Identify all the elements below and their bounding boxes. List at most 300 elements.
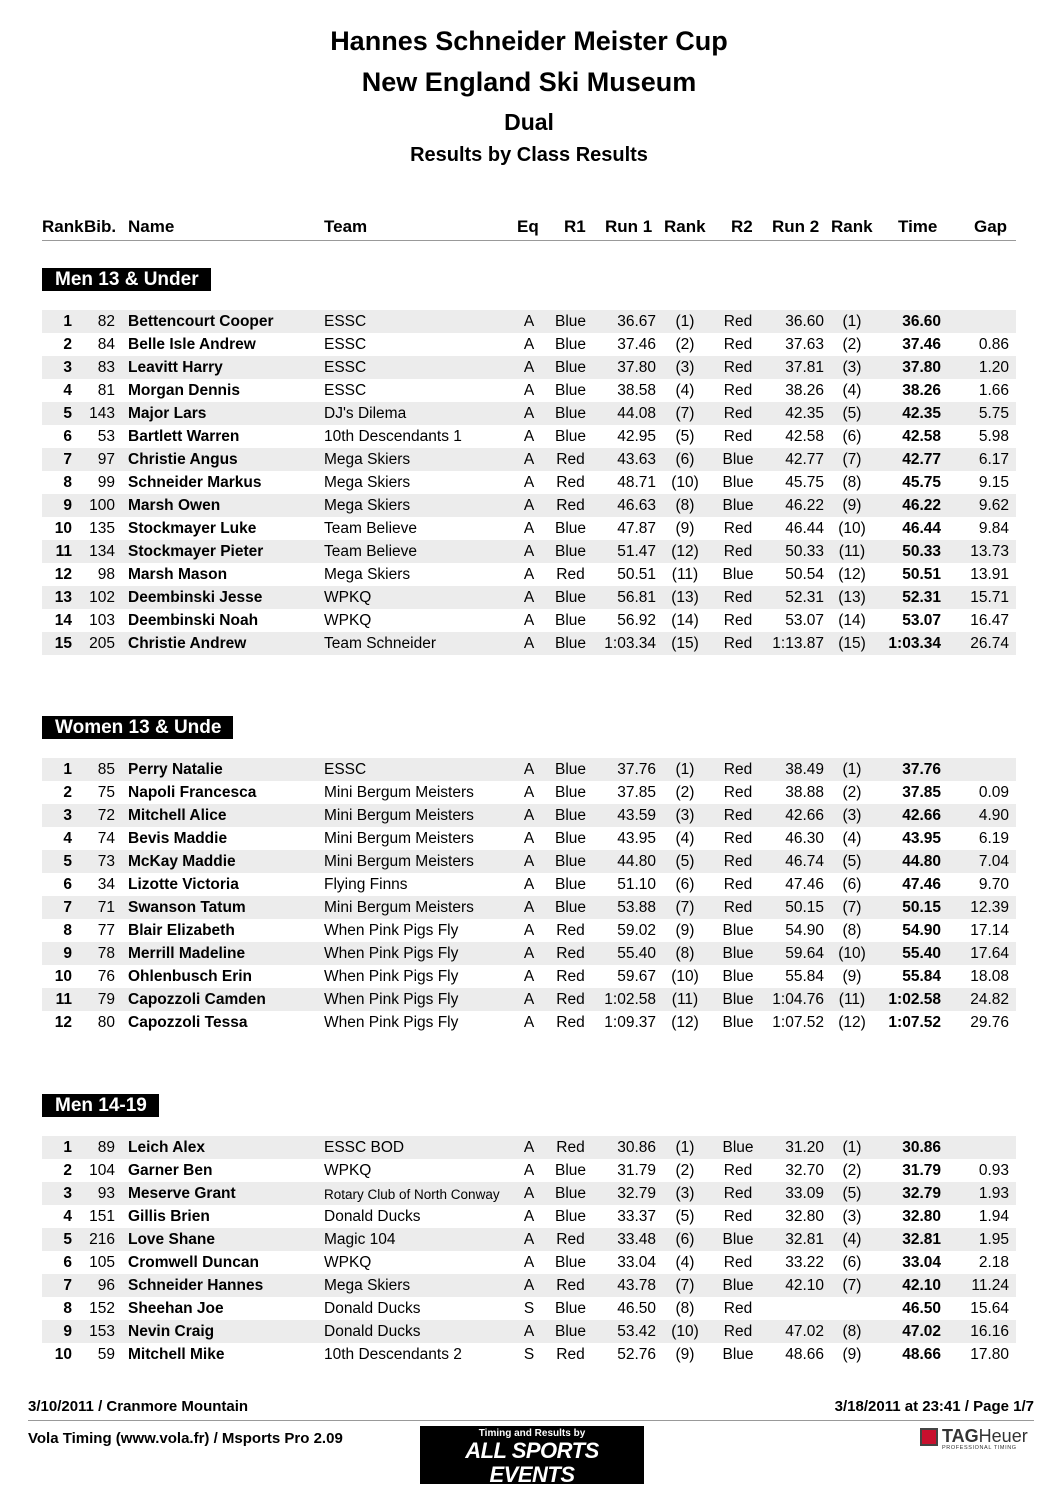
rank-cell: 5	[63, 853, 72, 870]
run2-rank-cell: (1)	[842, 761, 862, 778]
eq-cell: A	[523, 589, 535, 606]
run1-color-cell: Blue	[554, 382, 587, 399]
team-cell: WPKQ	[324, 1162, 372, 1179]
gap-cell: 26.74	[970, 635, 1009, 652]
eq-cell: A	[523, 876, 535, 893]
name-cell: Christie Angus	[128, 451, 238, 468]
run1-color-cell: Blue	[554, 807, 587, 824]
rank-cell: 15	[54, 635, 72, 652]
team-cell: Donald Ducks	[324, 1208, 421, 1225]
col-bib: Bib.	[84, 217, 117, 236]
run2-color-cell: Red	[723, 1162, 753, 1179]
total-time-cell: 55.40	[902, 945, 941, 962]
run2-color-cell: Blue	[722, 497, 754, 514]
run1-time-cell: 43.95	[617, 830, 656, 847]
table-row	[42, 1297, 1016, 1320]
eq-cell: A	[523, 359, 535, 376]
gap-cell: 0.09	[978, 784, 1009, 801]
eq-cell: A	[523, 968, 535, 985]
run2-rank-cell: (7)	[842, 1277, 862, 1294]
bib-cell: 96	[97, 1277, 115, 1294]
bib-cell: 143	[89, 405, 115, 422]
run2-rank-cell: (5)	[842, 405, 862, 422]
table-row	[42, 1159, 1016, 1182]
total-time-cell: 33.04	[902, 1254, 941, 1271]
eq-cell: A	[523, 612, 535, 629]
run1-color-cell: Red	[556, 922, 585, 939]
bib-cell: 79	[97, 991, 115, 1008]
total-time-cell: 48.66	[902, 1346, 941, 1363]
results-table	[42, 758, 1016, 1034]
run2-time-cell: 38.26	[785, 382, 824, 399]
run2-color-cell: Blue	[722, 968, 754, 985]
bib-cell: 76	[97, 968, 115, 985]
table-row	[42, 896, 1016, 919]
gap-cell: 2.18	[978, 1254, 1009, 1271]
run1-color-cell: Blue	[554, 635, 587, 652]
col-name: Name	[128, 217, 175, 236]
run1-time-cell: 52.76	[617, 1346, 656, 1363]
run1-time-cell: 37.85	[617, 784, 656, 801]
run2-time-cell: 59.64	[785, 945, 824, 962]
run1-time-cell: 55.40	[617, 945, 656, 962]
run2-time-cell: 46.44	[785, 520, 824, 537]
race-format: Dual	[504, 109, 554, 135]
total-time-cell: 38.26	[902, 382, 941, 399]
rank-cell: 8	[63, 474, 72, 491]
name-cell: Bevis Maddie	[128, 830, 228, 847]
total-time-cell: 46.50	[902, 1300, 941, 1317]
col-time: Time	[898, 217, 938, 236]
run1-time-cell: 37.80	[617, 359, 656, 376]
team-cell: Magic 104	[324, 1231, 396, 1248]
table-row	[42, 758, 1016, 781]
gap-cell: 4.90	[978, 807, 1009, 824]
run2-rank-cell: (5)	[842, 853, 862, 870]
run1-color-cell: Blue	[554, 313, 587, 330]
run1-color-cell: Blue	[554, 543, 587, 560]
class-title: Men 13 & Under	[42, 268, 211, 291]
run1-time-cell: 56.92	[617, 612, 656, 629]
run1-color-cell: Blue	[554, 1162, 587, 1179]
class-title: Men 14-19	[42, 1094, 159, 1117]
name-cell: McKay Maddie	[128, 853, 236, 870]
run2-rank-cell: (2)	[842, 1162, 862, 1179]
run2-color-cell: Blue	[722, 1014, 754, 1031]
name-cell: Lizotte Victoria	[128, 876, 239, 893]
bib-cell: 98	[97, 566, 115, 583]
run1-time-cell: 42.95	[617, 428, 656, 445]
run2-rank-cell: (8)	[842, 1323, 862, 1340]
table-row	[42, 310, 1016, 333]
bib-cell: 153	[89, 1323, 115, 1340]
table-row	[42, 873, 1016, 896]
run1-color-cell: Red	[556, 945, 585, 962]
run1-time-cell: 33.04	[617, 1254, 656, 1271]
run1-color-cell: Blue	[554, 784, 587, 801]
run1-time-cell: 31.79	[617, 1162, 656, 1179]
class-title: Women 13 & Unde	[42, 716, 233, 739]
run1-color-cell: Red	[556, 1139, 585, 1156]
rank-cell: 3	[63, 807, 72, 824]
run1-color-cell: Blue	[554, 1254, 587, 1271]
eq-cell: S	[523, 1346, 535, 1363]
gap-cell: 0.86	[978, 336, 1009, 353]
run2-color-cell: Red	[723, 635, 753, 652]
run2-rank-cell: (3)	[842, 807, 862, 824]
run2-rank-cell: (11)	[838, 543, 866, 560]
run2-time-cell: 42.77	[785, 451, 824, 468]
run2-color-cell: Red	[723, 612, 753, 629]
gap-cell: 9.84	[978, 520, 1009, 537]
run2-rank-cell: (10)	[838, 945, 866, 962]
team-cell: ESSC	[324, 359, 367, 376]
tag-shield-icon	[920, 1428, 938, 1446]
gap-cell: 1.66	[978, 382, 1009, 399]
table-row	[42, 379, 1016, 402]
eq-cell: A	[523, 336, 535, 353]
logo-name: ALL SPORTS EVENTS	[465, 1438, 599, 1487]
run2-color-cell: Red	[723, 543, 753, 560]
bib-cell: 73	[97, 853, 115, 870]
run1-color-cell: Blue	[554, 1185, 587, 1202]
run1-time-cell: 50.51	[617, 566, 656, 583]
run1-rank-cell: (11)	[671, 566, 699, 583]
name-cell: Nevin Craig	[128, 1323, 215, 1340]
run2-time-cell: 33.22	[785, 1254, 824, 1271]
team-cell: When Pink Pigs Fly	[324, 1014, 459, 1031]
table-row	[42, 448, 1016, 471]
rank-cell: 2	[63, 1162, 72, 1179]
run1-color-cell: Blue	[554, 405, 587, 422]
run2-color-cell: Red	[723, 1254, 753, 1271]
run2-rank-cell: (7)	[842, 899, 862, 916]
run2-time-cell: 42.66	[785, 807, 824, 824]
run2-rank-cell: (7)	[842, 451, 862, 468]
run1-time-cell: 47.87	[617, 520, 656, 537]
bib-cell: 83	[97, 359, 115, 376]
run1-rank-cell: (7)	[675, 405, 695, 422]
run1-rank-cell: (2)	[675, 784, 695, 801]
run1-rank-cell: (8)	[675, 497, 695, 514]
footer-bar	[28, 1396, 1034, 1421]
col-team: Team	[324, 217, 368, 236]
bib-cell: 89	[97, 1139, 115, 1156]
name-cell: Marsh Owen	[128, 497, 221, 514]
run2-color-cell: Blue	[722, 991, 754, 1008]
table-row	[42, 563, 1016, 586]
run1-rank-cell: (10)	[671, 1323, 699, 1340]
team-cell: ESSC	[324, 336, 367, 353]
table-row	[42, 1136, 1016, 1159]
bib-cell: 34	[97, 876, 115, 893]
eq-cell: A	[523, 635, 535, 652]
run2-rank-cell: (11)	[838, 991, 866, 1008]
run2-color-cell: Red	[723, 784, 753, 801]
run1-rank-cell: (1)	[675, 1139, 695, 1156]
eq-cell: A	[523, 784, 535, 801]
run1-rank-cell: (5)	[675, 853, 695, 870]
rank-cell: 2	[63, 336, 72, 353]
run1-time-cell: 44.80	[617, 853, 656, 870]
team-cell: Mega Skiers	[324, 451, 411, 468]
run1-time-cell: 43.78	[617, 1277, 656, 1294]
run2-color-cell: Red	[723, 1208, 753, 1225]
total-time-cell: 37.76	[902, 761, 941, 778]
run2-time-cell: 46.30	[785, 830, 824, 847]
run2-time-cell: 1:07.52	[772, 1014, 824, 1031]
bib-cell: 151	[89, 1208, 115, 1225]
rank-cell: 5	[63, 405, 72, 422]
run2-time-cell: 50.54	[785, 566, 824, 583]
rank-cell: 9	[63, 1323, 72, 1340]
run2-color-cell: Red	[723, 405, 753, 422]
rank-cell: 8	[63, 922, 72, 939]
gap-cell: 29.76	[970, 1014, 1009, 1031]
run1-rank-cell: (11)	[671, 991, 699, 1008]
total-time-cell: 46.44	[902, 520, 941, 537]
bib-cell: 82	[97, 313, 115, 330]
tag-word: TAG	[942, 1426, 979, 1446]
name-cell: Blair Elizabeth	[128, 922, 235, 939]
table-row	[42, 586, 1016, 609]
run1-rank-cell: (7)	[675, 899, 695, 916]
total-time-cell: 52.31	[902, 589, 941, 606]
name-cell: Cromwell Duncan	[128, 1254, 259, 1271]
run2-color-cell: Red	[723, 382, 753, 399]
rank-cell: 1	[63, 761, 72, 778]
run1-time-cell: 1:03.34	[604, 635, 656, 652]
name-cell: Ohlenbusch Erin	[128, 968, 253, 985]
bib-cell: 105	[89, 1254, 115, 1271]
total-time-cell: 42.10	[902, 1277, 941, 1294]
run1-time-cell: 43.59	[617, 807, 656, 824]
eq-cell: S	[523, 1300, 535, 1317]
total-time-cell: 50.33	[902, 543, 941, 560]
run1-time-cell: 38.58	[617, 382, 656, 399]
run1-color-cell: Blue	[554, 761, 587, 778]
run2-color-cell: Red	[723, 1185, 753, 1202]
team-cell: Mega Skiers	[324, 497, 411, 514]
run2-rank-cell: (6)	[842, 428, 862, 445]
run1-rank-cell: (9)	[675, 1346, 695, 1363]
run2-rank-cell: (3)	[842, 1208, 862, 1225]
team-cell: ESSC	[324, 382, 367, 399]
run1-color-cell: Blue	[554, 830, 587, 847]
run1-color-cell: Blue	[554, 359, 587, 376]
run1-rank-cell: (13)	[671, 589, 699, 606]
eq-cell: A	[523, 1162, 535, 1179]
bib-cell: 102	[89, 589, 115, 606]
run1-color-cell: Red	[556, 497, 585, 514]
run2-time-cell: 32.70	[785, 1162, 824, 1179]
rank-cell: 12	[54, 1014, 72, 1031]
logo-line: Timing and Results by	[478, 1428, 586, 1439]
gap-cell: 17.14	[970, 922, 1009, 939]
run1-color-cell: Blue	[554, 1208, 587, 1225]
run1-rank-cell: (3)	[675, 1185, 695, 1202]
rank-cell: 7	[63, 451, 72, 468]
run2-color-cell: Blue	[722, 922, 754, 939]
gap-cell: 6.17	[978, 451, 1009, 468]
class-section	[42, 1094, 1016, 1366]
total-time-cell: 37.46	[902, 336, 941, 353]
table-row	[42, 540, 1016, 563]
run2-time-cell: 53.07	[785, 612, 824, 629]
run2-color-cell: Red	[723, 876, 753, 893]
rank-cell: 2	[63, 784, 72, 801]
run2-color-cell: Red	[723, 761, 753, 778]
eq-cell: A	[523, 1277, 535, 1294]
run1-time-cell: 1:02.58	[604, 991, 656, 1008]
bib-cell: 74	[97, 830, 115, 847]
run1-color-cell: Red	[556, 1277, 585, 1294]
footer-print-page: 3/18/2011 at 23:41 / Page 1/7	[834, 1398, 1034, 1415]
team-cell: Flying Finns	[324, 876, 408, 893]
class-section	[42, 268, 1016, 655]
col-run2: Run 2	[772, 217, 820, 236]
run1-time-cell: 59.67	[617, 968, 656, 985]
run1-rank-cell: (10)	[671, 474, 699, 491]
total-time-cell: 43.95	[902, 830, 941, 847]
total-time-cell: 32.81	[902, 1231, 941, 1248]
gap-cell: 18.08	[970, 968, 1009, 985]
table-row	[42, 919, 1016, 942]
run1-rank-cell: (3)	[675, 807, 695, 824]
name-cell: Garner Ben	[128, 1162, 213, 1179]
run2-rank-cell: (1)	[842, 1139, 862, 1156]
run2-time-cell: 42.10	[785, 1277, 824, 1294]
team-cell: Mega Skiers	[324, 566, 411, 583]
gap-cell: 9.15	[978, 474, 1009, 491]
total-time-cell: 50.15	[902, 899, 941, 916]
run1-rank-cell: (15)	[671, 635, 699, 652]
gap-cell: 13.91	[970, 566, 1009, 583]
run2-rank-cell: (13)	[838, 589, 866, 606]
rank-cell: 7	[63, 1277, 72, 1294]
eq-cell: A	[523, 922, 535, 939]
run2-time-cell: 45.75	[785, 474, 824, 491]
run1-rank-cell: (4)	[675, 382, 695, 399]
total-time-cell: 50.51	[902, 566, 941, 583]
total-time-cell: 47.46	[902, 876, 941, 893]
tag-heuer-logo	[918, 1426, 1036, 1456]
table-row	[42, 850, 1016, 873]
total-time-cell: 42.58	[902, 428, 941, 445]
rank-cell: 14	[54, 612, 72, 629]
gap-cell: 17.80	[970, 1346, 1009, 1363]
run2-color-cell: Red	[723, 853, 753, 870]
gap-cell: 13.73	[970, 543, 1009, 560]
run1-rank-cell: (6)	[675, 451, 695, 468]
run1-rank-cell: (12)	[671, 1014, 699, 1031]
eq-cell: A	[523, 566, 535, 583]
gap-cell: 6.19	[978, 830, 1009, 847]
bib-cell: 81	[97, 382, 115, 399]
table-row	[42, 1251, 1016, 1274]
gap-cell: 1.20	[978, 359, 1009, 376]
run2-time-cell: 54.90	[785, 922, 824, 939]
team-cell: Mini Bergum Meisters	[324, 784, 474, 801]
run2-rank-cell: (4)	[842, 382, 862, 399]
run2-time-cell: 42.58	[785, 428, 824, 445]
run2-color-cell: Red	[723, 1323, 753, 1340]
eq-cell: A	[523, 451, 535, 468]
run2-time-cell: 31.20	[785, 1139, 824, 1156]
eq-cell: A	[523, 807, 535, 824]
name-cell: Napoli Francesca	[128, 784, 257, 801]
total-time-cell: 32.79	[902, 1185, 941, 1202]
run2-rank-cell: (15)	[838, 635, 866, 652]
total-time-cell: 42.35	[902, 405, 941, 422]
team-cell: Team Believe	[324, 520, 418, 537]
run1-rank-cell: (2)	[675, 1162, 695, 1179]
run1-rank-cell: (8)	[675, 1300, 695, 1317]
run2-rank-cell: (3)	[842, 359, 862, 376]
total-time-cell: 47.02	[902, 1323, 941, 1340]
rank-cell: 1	[63, 313, 72, 330]
eq-cell: A	[523, 520, 535, 537]
team-cell: WPKQ	[324, 612, 372, 629]
team-cell: ESSC	[324, 313, 367, 330]
run2-time-cell: 55.84	[785, 968, 824, 985]
name-cell: Deembinski Noah	[128, 612, 259, 629]
run1-time-cell: 30.86	[617, 1139, 656, 1156]
bib-cell: 80	[97, 1014, 115, 1031]
table-row	[42, 333, 1016, 356]
run1-time-cell: 44.08	[617, 405, 656, 422]
run2-time-cell: 36.60	[785, 313, 824, 330]
run2-color-cell: Blue	[722, 474, 754, 491]
total-time-cell: 37.85	[902, 784, 941, 801]
rank-cell: 4	[63, 382, 72, 399]
bib-cell: 93	[97, 1185, 115, 1202]
table-row	[42, 1228, 1016, 1251]
team-cell: When Pink Pigs Fly	[324, 968, 459, 985]
run1-color-cell: Red	[556, 566, 585, 583]
eq-cell: A	[523, 761, 535, 778]
bib-cell: 100	[89, 497, 115, 514]
total-time-cell: 1:07.52	[888, 1014, 941, 1031]
name-cell: Merrill Madeline	[128, 945, 246, 962]
gap-cell: 15.64	[970, 1300, 1009, 1317]
bib-cell: 135	[89, 520, 115, 537]
run2-rank-cell: (12)	[838, 566, 866, 583]
gap-cell: 16.16	[970, 1323, 1009, 1340]
run1-time-cell: 53.42	[617, 1323, 656, 1340]
bib-cell: 84	[97, 336, 115, 353]
table-row	[42, 402, 1016, 425]
run1-rank-cell: (6)	[675, 876, 695, 893]
logo-tagline: TIMING AND EVENT SERVICES	[465, 1487, 599, 1497]
run2-rank-cell: (6)	[842, 1254, 862, 1271]
gap-cell: 15.71	[970, 589, 1009, 606]
table-row	[42, 965, 1016, 988]
run2-color-cell: Blue	[722, 1231, 754, 1248]
run1-time-cell: 48.71	[617, 474, 656, 491]
eq-cell: A	[523, 405, 535, 422]
run2-color-cell: Blue	[722, 945, 754, 962]
run2-color-cell: Blue	[722, 1139, 754, 1156]
col-r1: R1	[564, 217, 586, 236]
run2-time-cell: 38.88	[785, 784, 824, 801]
tag-subtitle: PROFESSIONAL TIMING	[942, 1445, 1017, 1451]
name-cell: Deembinski Jesse	[128, 589, 263, 606]
run2-rank-cell: (4)	[842, 1231, 862, 1248]
run1-color-cell: Red	[556, 1346, 585, 1363]
run1-rank-cell: (3)	[675, 359, 695, 376]
col-run1: Run 1	[605, 217, 653, 236]
